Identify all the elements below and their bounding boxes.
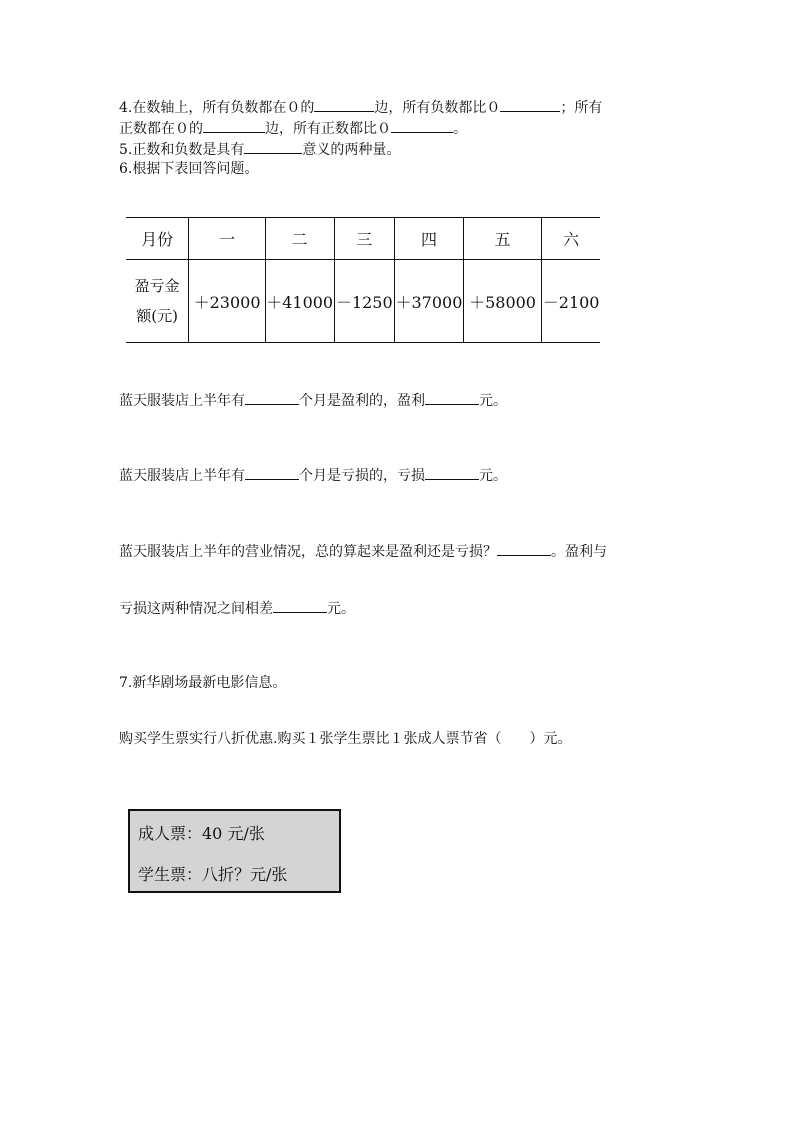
table-month: 一 [189,218,266,260]
answer-blank[interactable] [425,465,479,480]
adult-ticket-price: 成人票：40 元/张 [138,824,265,843]
answer-blank[interactable] [273,598,327,613]
table-month: 五 [463,218,541,260]
table-header-label: 月份 [126,218,189,260]
sub-question-4 [119,598,355,619]
q5-text-1: 5.正数和负数是具有 [119,142,245,158]
s2-text-1: 蓝天服装店上半年有 [119,468,245,484]
s4-text-1: 亏损这两种情况之间相差 [119,601,273,617]
q4-text-5: 边，所有正数都比０ [265,121,391,137]
s2-text-3: 元。 [479,468,507,484]
answer-blank[interactable] [314,97,374,112]
question-7-title: 7.新华剧场最新电影信息。 [119,675,287,691]
s3-text-2: 。盈利与 [551,544,607,560]
sub-question-2 [119,465,507,486]
table-value: －1250 [334,260,395,343]
table-row-label-1: 盈亏金 [134,277,180,295]
student-ticket-price: 学生票：八折？元/张 [138,865,288,884]
q4-text-2: 边，所有负数都比０ [374,100,501,116]
q5-text-2: 意义的两种量。 [302,142,401,158]
table-value: ＋23000 [189,260,266,343]
s1-text-2: 个月是盈利的，盈利 [299,393,425,409]
answer-blank[interactable] [391,118,453,133]
table-value: ＋58000 [463,260,541,343]
answer-blank[interactable] [244,139,302,154]
table-header-row [126,218,600,260]
question-7-text: 购买学生票实行八折优惠.购买１张学生票比１张成人票节省（ ）元。 [119,731,572,747]
q4-text-4: 正数都在０的 [119,121,203,137]
question-4-line-1 [119,97,602,118]
table-data-row [126,260,600,343]
question-6-title: 6.根据下表回答问题。 [119,161,259,177]
table-row-label-2: 额(元) [136,307,179,325]
table-value: －2100 [542,260,600,343]
answer-blank[interactable] [500,97,560,112]
s1-text-1: 蓝天服装店上半年有 [119,393,245,409]
q4-text-6: 。 [453,121,467,137]
table-value: ＋41000 [265,260,334,343]
answer-blank[interactable] [497,541,551,556]
answer-blank[interactable] [203,118,265,133]
sub-question-1 [119,390,507,411]
question-4-line-2 [119,118,467,139]
ticket-price-box [128,809,341,893]
s3-text-1: 蓝天服装店上半年的营业情况，总的算起来是盈利还是亏损？ [119,544,497,560]
q4-text-1: 4.在数轴上，所有负数都在０的 [119,100,315,116]
q4-text-3: ；所有 [560,100,603,116]
table-month: 六 [542,218,600,260]
table-month: 三 [334,218,395,260]
answer-blank[interactable] [425,390,479,405]
answer-blank[interactable] [245,390,299,405]
sub-question-3 [119,541,607,562]
table-row-label [126,260,189,343]
s1-text-3: 元。 [479,393,507,409]
s2-text-2: 个月是亏损的，亏损 [299,468,425,484]
question-5 [119,139,400,160]
table-month: 二 [265,218,334,260]
profit-loss-table [126,217,600,343]
s4-text-2: 元。 [327,601,355,617]
table-value: ＋37000 [395,260,464,343]
answer-blank[interactable] [245,465,299,480]
table-month: 四 [395,218,464,260]
